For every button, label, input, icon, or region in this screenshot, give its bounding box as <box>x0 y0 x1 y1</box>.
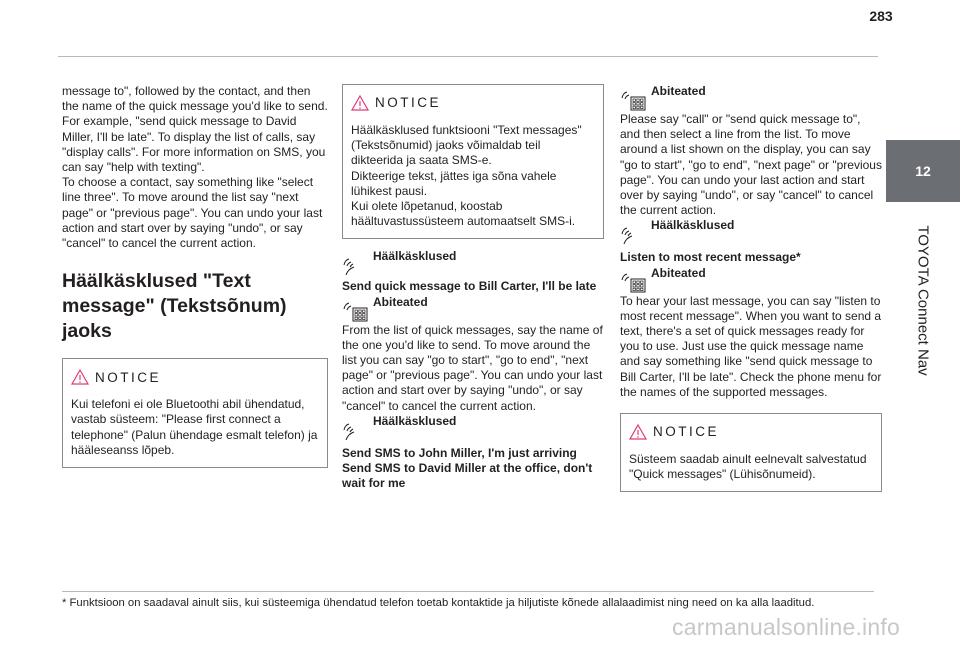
help-message-text: Please say "call" or "send quick message to", and then select a line from the list. To move around a list shown on the display, you can say "go to start", "go to end", "next page" or "previous page". You can undo your last action and start over by saying "undo", or say "cancel" to cancel the current action. <box>620 112 882 218</box>
notice-text: Kui telefoni ei ole Bluetoothi abil ühendatud, vastab süsteem: "Please first connect a telephone" (Palun ühendage esmalt telefon) ja hääleseanss lõpeb. <box>71 397 318 457</box>
notice-line: Dikteerige tekst, jättes iga sõna vahele lühikest pausi. <box>351 168 557 198</box>
voice-command-icon <box>620 220 648 246</box>
notice-text: Süsteem saadab ainult eelnevalt salvestatud "Quick messages" (Lühisõnumeid). <box>629 452 867 482</box>
footnote: * Funktsioon on saadaval ainult siis, kui süsteemiga ühendatud telefon toetab kontaktide ja hiljutiste kõnede allalaadimist ning need on ka alla laaditud. <box>62 597 815 609</box>
section-heading: Häälkäsklused "Text message" (Tekstsõnum) jaoks <box>62 270 287 343</box>
help-message-text: To hear your last message, you can say "listen to most recent message". When you want to send a text, there's a set of quick messages ready for you to use. Just use the quick message name and say something like "send quick message to Bill Carter, I'll be late". Check the phone menu for the names of the supported messages. <box>620 293 882 399</box>
intro-paragraph: message to", followed by the contact, and then the name of the quick message you'd like to send. For example, "send quick message to David Miller, I'll be late". To display the list of calls, say "display calls". For more information on SMS, you can say "help with texting". <box>62 84 328 175</box>
help-message-label: Abiteated <box>651 265 706 280</box>
intro-paragraph-2: To choose a contact, say something like "select line three". To move around the list say "next page" or "previous page". You can undo your last action and start over by saying "undo", or say "cancel" to cancel the current action. <box>62 175 323 251</box>
notice-box <box>342 84 604 239</box>
notice-line: Häälkäsklused funktsiooni "Text messages" (Tekstsõnumid) jaoks võimaldab teil dikteerida ja saata SMS-e. <box>351 123 582 168</box>
voice-command: Send SMS to David Miller at the office, don't wait for me <box>342 461 593 491</box>
help-message-label: Abiteated <box>651 84 706 98</box>
help-message-icon <box>342 297 370 323</box>
voice-command-label: Häälkäsklused <box>373 249 457 264</box>
help-message-header <box>620 266 882 294</box>
notice-title: NOTICE <box>653 424 720 440</box>
voice-command: Send quick message to Bill Carter, I'll be late <box>342 279 597 294</box>
notice-title: NOTICE <box>375 95 442 111</box>
voice-command-label: Häälkäsklused <box>651 218 735 233</box>
notice-box <box>620 413 882 492</box>
chapter-tab[interactable]: 12 <box>886 140 960 202</box>
help-message-header <box>620 84 882 112</box>
column-2 <box>342 84 604 491</box>
help-message-icon <box>620 268 648 294</box>
voice-command-header <box>342 414 604 442</box>
warning-icon <box>629 424 647 440</box>
voice-command: Listen to most recent message* <box>620 250 801 265</box>
help-message-header <box>342 295 604 323</box>
warning-icon <box>71 369 89 385</box>
help-message-text: From the list of quick messages, say the name of the one you'd like to send. To move around the list you can say "go to start", "go to end", "next page" or "previous page". You can undo your last action and start over by saying "undo", or say "cancel" to cancel the current action. <box>342 322 603 413</box>
column-3 <box>620 84 882 492</box>
warning-icon <box>351 95 369 111</box>
voice-command-header <box>620 218 882 246</box>
voice-command-header <box>342 249 604 277</box>
voice-command-icon <box>342 416 370 442</box>
page-number: 283 <box>869 8 893 24</box>
footer-divider <box>62 591 874 592</box>
voice-command-label: Häälkäsklused <box>373 413 457 428</box>
notice-line: Kui olete lõpetanud, koostab häältuvastussüsteem automaatselt SMS-i. <box>351 199 576 229</box>
header-divider <box>58 56 878 57</box>
notice-box <box>62 358 328 468</box>
voice-command-icon <box>342 251 370 277</box>
chapter-title: TOYOTA Connect Nav <box>914 224 932 376</box>
watermark[interactable]: carmanualsonline.info <box>672 614 900 640</box>
help-message-label: Abiteated <box>373 294 428 309</box>
voice-command: Send SMS to John Miller, I'm just arriving <box>342 445 577 460</box>
notice-title: NOTICE <box>95 369 162 385</box>
column-1 <box>62 84 328 468</box>
chapter-title-vertical <box>887 210 959 390</box>
help-message-icon <box>620 86 648 112</box>
